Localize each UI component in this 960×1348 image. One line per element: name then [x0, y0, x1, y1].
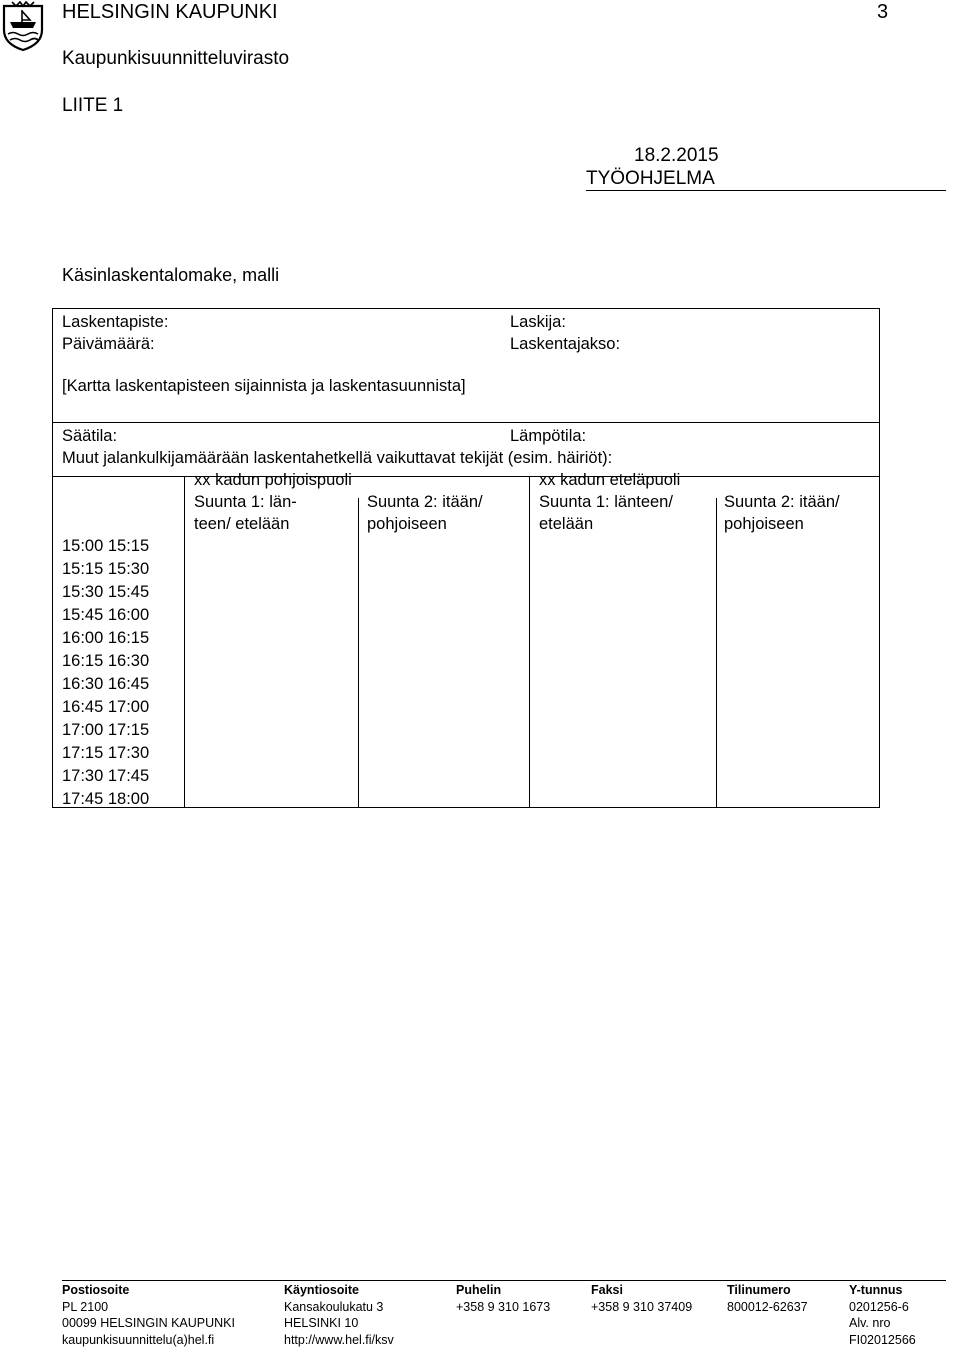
footer-postal-address: Postiosoite PL 2100 00099 HELSINGIN KAUPUNKI kaupunkisuunnittelu(a)hel.fi [62, 1283, 235, 1347]
time-row: 15:00 15:15 [62, 537, 150, 555]
form-divider [53, 422, 879, 423]
page-number: 3 [877, 1, 889, 23]
time-row: 15:45 16:00 [62, 606, 150, 624]
time-row: 16:45 17:00 [62, 698, 150, 716]
column-header-north-dir1: Suunta 1: län- teen/ etelään [194, 493, 297, 533]
weather-label: Säätila: [62, 427, 118, 445]
footer-visiting-address: Käyntiosoite Kansakoulukatu 3 HELSINKI 10 http://www.hel.fi/ksv [284, 1283, 394, 1347]
helsinki-crest-logo [0, 0, 46, 52]
column-divider [184, 476, 185, 807]
time-row: 17:15 17:30 [62, 744, 150, 762]
map-placeholder-note: [Kartta laskentapisteen sijainnista ja laskentasuunnista] [62, 377, 466, 395]
time-row: 15:15 15:30 [62, 560, 150, 578]
period-label: Laskentajakso: [510, 335, 621, 353]
footer-phone: Puhelin +358 9 310 1673 [456, 1283, 551, 1314]
column-header-north-dir2: Suunta 2: itään/ pohjoiseen [367, 493, 483, 533]
group-header-north-side: xx kadun pohjoispuoli [194, 471, 352, 489]
time-row: 17:30 17:45 [62, 767, 150, 785]
form-title: Käsinlaskentalomake, malli [62, 265, 280, 285]
counting-point-label: Laskentapiste: [62, 313, 169, 331]
time-row: 17:45 18:00 [62, 790, 150, 808]
attachment-label: LIITE 1 [62, 95, 124, 116]
counter-label: Laskija: [510, 313, 566, 331]
group-header-south-side: xx kadun eteläpuoli [539, 471, 681, 489]
column-header-south-dir2: Suunta 2: itään/ pohjoiseen [724, 493, 840, 533]
document-date: 18.2.2015 [634, 145, 719, 166]
document-title: TYÖOHJELMA [586, 168, 715, 189]
department-name: Kaupunkisuunnitteluvirasto [62, 48, 290, 69]
column-header-south-dir1: Suunta 1: länteen/ etelään [539, 493, 673, 533]
header-divider [586, 190, 946, 191]
footer-divider [62, 1280, 946, 1281]
date-label: Päivämäärä: [62, 335, 155, 353]
counting-form [52, 308, 880, 808]
footer-account-number: Tilinumero 800012-62637 [727, 1283, 808, 1314]
time-row: 16:30 16:45 [62, 675, 150, 693]
column-divider [529, 476, 530, 807]
footer-business-id: Y-tunnus 0201256-6 Alv. nro FI02012566 [849, 1283, 916, 1347]
column-divider [716, 498, 717, 807]
column-divider [358, 498, 359, 807]
footer-fax: Faksi +358 9 310 37409 [591, 1283, 693, 1314]
time-row: 15:30 15:45 [62, 583, 150, 601]
time-row: 17:00 17:15 [62, 721, 150, 739]
temperature-label: Lämpötila: [510, 427, 587, 445]
form-divider [53, 476, 879, 477]
time-row: 16:00 16:15 [62, 629, 150, 647]
other-factors-label: Muut jalankulkijamäärään laskentahetkellä vaikuttavat tekijät (esim. häiriöt): [62, 449, 613, 467]
time-row: 16:15 16:30 [62, 652, 150, 670]
organization-name: HELSINGIN KAUPUNKI [62, 1, 278, 23]
